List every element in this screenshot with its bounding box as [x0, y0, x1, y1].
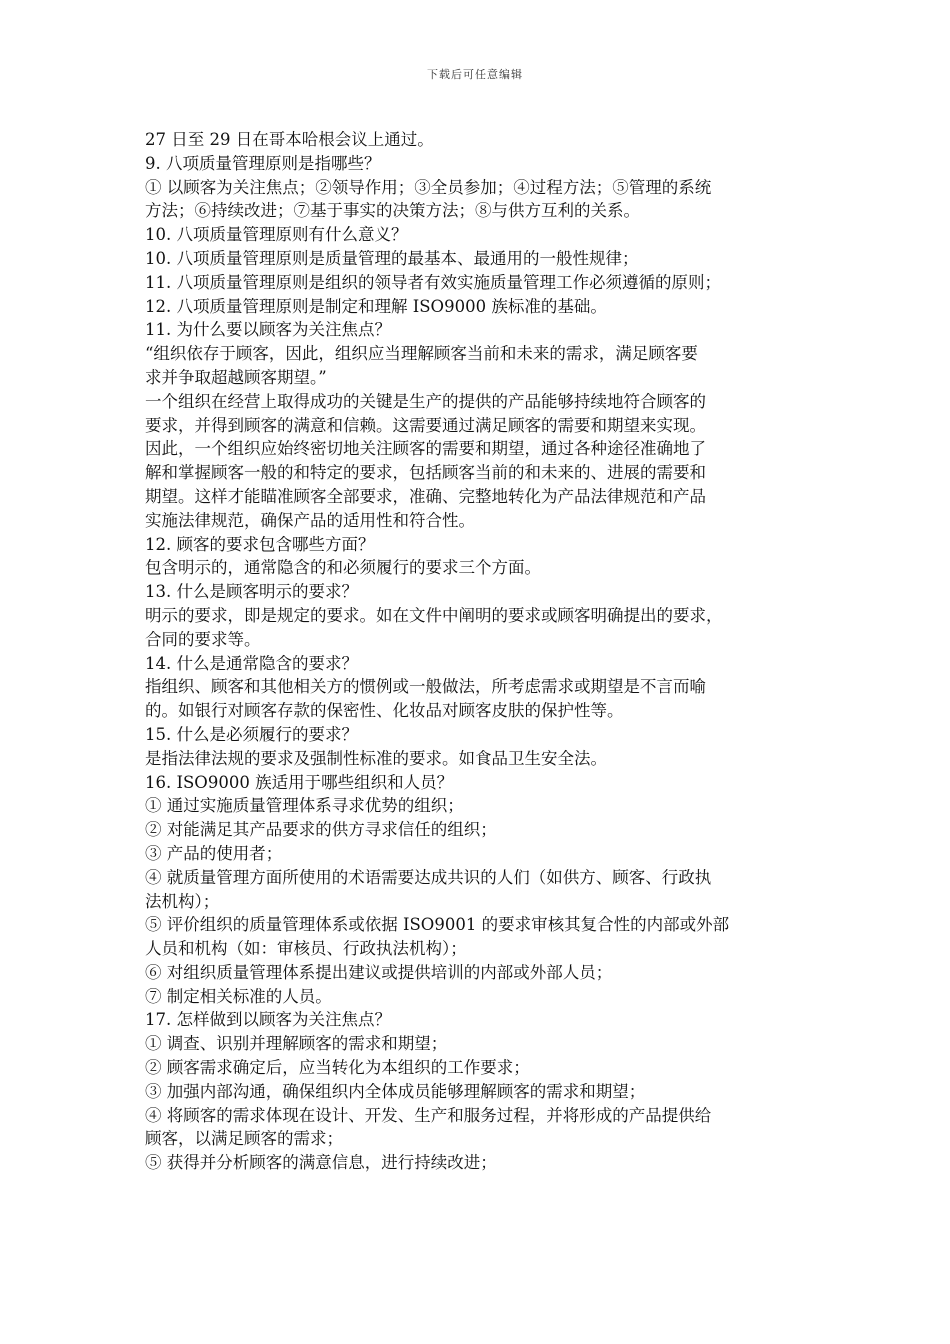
- list-item: ⑥ 对组织质量管理体系提出建议或提供培训的内部或外部人员；: [145, 962, 613, 982]
- text-line: 指组织、顾客和其他相关方的惯例或一般做法，所考虑需求或期望是不言而喻: [145, 677, 706, 697]
- list-item: ④ 将顾客的需求体现在设计、开发、生产和服务过程，并将形成的产品提供给: [145, 1105, 712, 1125]
- text-line: 是指法律法规的要求及强制性标准的要求。如食品卫生安全法。: [145, 748, 607, 768]
- question-heading: 10. 八项质量管理原则有什么意义？: [145, 225, 408, 245]
- list-item: ④ 就质量管理方面所使用的术语需要达成共识的人们（如供方、顾客、行政执: [145, 867, 712, 887]
- list-item: ⑤ 获得并分析顾客的满意信息，进行持续改进；: [145, 1153, 497, 1173]
- text-line: 方法；⑥持续改进；⑦基于事实的决策方法；⑧与供方互利的关系。: [145, 201, 640, 221]
- question-heading: 15. 什么是必须履行的要求？: [145, 724, 358, 744]
- text-line: 10. 八项质量管理原则是质量管理的最基本、最通用的一般性规律；: [145, 248, 639, 268]
- list-item: ② 顾客需求确定后，应当转化为本组织的工作要求；: [145, 1058, 530, 1078]
- text-line: ① 以顾客为关注焦点；②领导作用；③全员参加；④过程方法；⑤管理的系统: [145, 177, 712, 197]
- list-item: ③ 加强内部沟通，确保组织内全体成员能够理解顾客的需求和期望；: [145, 1081, 646, 1101]
- list-item-continuation: 顾客，以满足顾客的需求；: [145, 1129, 343, 1149]
- list-item: ⑦ 制定相关标准的人员。: [145, 986, 332, 1006]
- question-heading: 13. 什么是顾客明示的要求？: [145, 582, 358, 602]
- text-line: “组织依存于顾客，因此，组织应当理解顾客当前和未来的需求，满足顾客要: [145, 344, 698, 364]
- list-item: ① 通过实施质量管理体系寻求优势的组织；: [145, 796, 464, 816]
- text-line: 27 日至 29 日在哥本哈根会议上通过。: [145, 130, 434, 149]
- text-line: 解和掌握顾客一般的和特定的要求，包括顾客当前的和未来的、进展的需要和: [145, 463, 706, 483]
- text-line: 合同的要求等。: [145, 629, 261, 649]
- text-line: 明示的要求，即是规定的要求。如在文件中阐明的要求或顾客明确提出的要求，: [145, 605, 723, 625]
- list-item: ⑤ 评价组织的质量管理体系或依据 ISO9001 的要求审核其复合性的内部或外部: [145, 915, 730, 935]
- question-heading: 9. 八项质量管理原则是指哪些？: [145, 153, 381, 173]
- text-line: 要求，并得到顾客的满意和信赖。这需要通过满足顾客的需要和期望来实现。: [145, 415, 706, 435]
- list-item-continuation: 法机构）；: [145, 891, 220, 911]
- question-heading: 16. ISO9000 族适用于哪些组织和人员？: [145, 772, 454, 792]
- question-heading: 14. 什么是通常隐含的要求？: [145, 653, 358, 673]
- text-line: 11. 八项质量管理原则是组织的领导者有效实施质量管理工作必须遵循的原则；: [145, 272, 721, 292]
- text-line: 求并争取超越顾客期望。”: [145, 367, 327, 387]
- page-header: 下载后可任意编辑: [427, 68, 523, 81]
- list-item: ② 对能满足其产品要求的供方寻求信任的组织；: [145, 820, 497, 840]
- text-line: 期望。这样才能瞄准顾客全部要求，准确、完整地转化为产品法律规范和产品: [145, 486, 706, 506]
- text-line: 的。如银行对顾客存款的保密性、化妆品对顾客皮肤的保护性等。: [145, 701, 624, 721]
- question-heading: 12. 顾客的要求包含哪些方面？: [145, 534, 375, 554]
- list-item: ① 调查、识别并理解顾客的需求和期望；: [145, 1034, 448, 1054]
- text-line: 实施法律规范，确保产品的适用性和符合性。: [145, 510, 475, 530]
- text-line: 12. 八项质量管理原则是制定和理解 ISO9000 族标准的基础。: [145, 296, 607, 316]
- list-item-continuation: 人员和机构（如：审核员、行政执法机构）；: [145, 939, 467, 959]
- document-body: [145, 128, 810, 1175]
- question-heading: 17. 怎样做到以顾客为关注焦点？: [145, 1010, 391, 1030]
- text-line: 一个组织在经营上取得成功的关键是生产的提供的产品能够持续地符合顾客的: [145, 391, 706, 411]
- question-heading: 11. 为什么要以顾客为关注焦点？: [145, 320, 391, 340]
- text-line: 包含明示的，通常隐含的和必须履行的要求三个方面。: [145, 558, 541, 578]
- text-line: 因此，一个组织应始终密切地关注顾客的需要和期望，通过各种途径准确地了: [145, 439, 706, 459]
- list-item: ③ 产品的使用者；: [145, 843, 283, 863]
